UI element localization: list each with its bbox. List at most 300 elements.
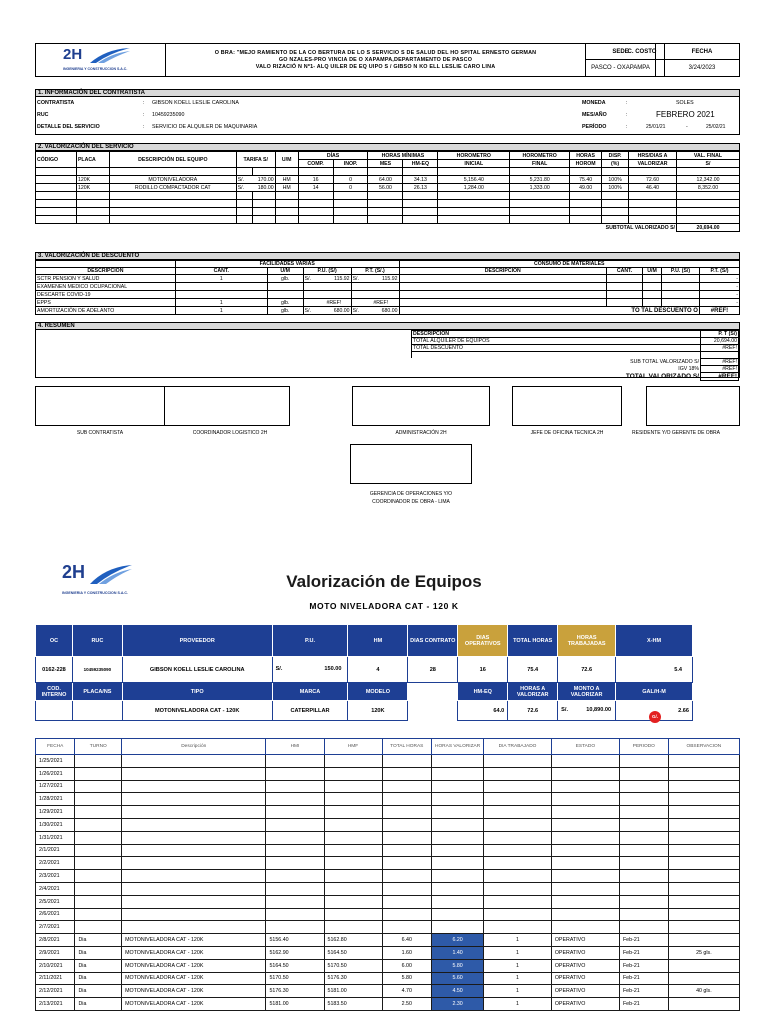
col-dias: DÍAS (298, 152, 368, 160)
summary-value-row-2 (36, 701, 693, 721)
log-cell-desc: MOTONIVELADORA CAT - 120K (122, 972, 266, 985)
log-cell-hmi: 5170.50 (266, 972, 324, 985)
log-cell-obs (668, 934, 739, 947)
log-cell-turno: Dia (75, 934, 122, 947)
section-2-header: 2. VALORIZACIÓN DEL SERVICIO (35, 143, 740, 151)
log-cell-hmf (324, 882, 382, 895)
log-cell-hmi (266, 857, 324, 870)
log-cell-fecha: 2/6/2021 (36, 908, 75, 921)
facilidades-header: FACILIDADES VARIAS (175, 261, 399, 268)
log-cell-hmi (266, 844, 324, 857)
log-cell-dia: 1 (484, 946, 552, 959)
log-cell-turno: Dia (75, 985, 122, 998)
col-horom: HOROM (570, 160, 602, 168)
log-cell-estado (551, 767, 619, 780)
col-mes: MES (368, 160, 403, 168)
section-4-header: 4. RESUMEN (35, 322, 740, 330)
col-desc2: DESCRIPCIÓN (399, 268, 607, 275)
obra-line-1: O BRA: "MEJO RAMIENTO DE LA CO BERTURA DE LO S SERVICIO S DE SALUD DEL HO SPITAL ERNESTO GERMAN (214, 50, 537, 56)
log-cell-desc (122, 870, 266, 883)
log-cell-desc (122, 831, 266, 844)
log-cell-desc (122, 882, 266, 895)
log-cell-turno: Dia (75, 946, 122, 959)
ccosto-cell (620, 43, 665, 77)
table-row (36, 908, 740, 921)
col-cant: CANT. (175, 268, 267, 275)
v-dias-contrato: 28 (408, 657, 458, 683)
log-cell-val (431, 806, 483, 819)
igv-label: IGV 18% (678, 365, 700, 372)
ccosto-label: C. COSTO (620, 44, 664, 60)
log-cell-val (431, 818, 483, 831)
colon: : (626, 124, 628, 130)
log-cell-hmi: 5181.00 (266, 998, 324, 1011)
sede-value: PASCO - OXAPAMPA (591, 65, 650, 71)
log-cell-desc: MOTONIVELADORA CAT - 120K (122, 985, 266, 998)
log-cell-obs (668, 908, 739, 921)
log-cell-hmi (266, 908, 324, 921)
log-cell-obs (668, 831, 739, 844)
log-cell-val (431, 831, 483, 844)
table-row: EXAMENEN MEDICO OCUPACIONAL - (37, 283, 738, 290)
log-cell-estado (551, 882, 619, 895)
log-cell-estado (551, 870, 619, 883)
h-marca: MARCA (272, 683, 348, 701)
log-cell-periodo (619, 882, 668, 895)
log-cell-estado (551, 755, 619, 768)
log-cell-turno (75, 870, 122, 883)
table-row (36, 168, 740, 176)
log-cell-obs (668, 818, 739, 831)
table-row (36, 806, 740, 819)
log-cell-hmf (324, 844, 382, 857)
table-row (36, 200, 740, 208)
log-cell-val: 6.20 (431, 934, 483, 947)
table-row: AMORTIZACIÓN DE ADELANTO 1 glb. S/. 680.00 S/. 680.00 TO TAL DESCUENTO O #REF! (36, 307, 740, 315)
log-cell-hmi (266, 818, 324, 831)
log-cell-desc: MOTONIVELADORA CAT - 120K (122, 934, 266, 947)
table-row (36, 844, 740, 857)
log-cell-obs (668, 998, 739, 1011)
v-ruc: 10459235090 (72, 657, 122, 683)
h-hm: HM (348, 625, 408, 657)
col-pu: P.U. (S/) (303, 268, 351, 275)
col-desc: DESCRIPCION (36, 268, 176, 275)
log-cell-periodo: Feb-21 (619, 959, 668, 972)
log-cell-estado (551, 831, 619, 844)
table-row (36, 831, 740, 844)
table-row (36, 216, 740, 224)
log-cell-total: 2.50 (382, 998, 431, 1011)
log-cell-hmf (324, 755, 382, 768)
log-cell-obs (668, 755, 739, 768)
log-cell-dia (484, 882, 552, 895)
log-cell-dia (484, 755, 552, 768)
log-cell-estado (551, 818, 619, 831)
table-row (36, 818, 740, 831)
log-cell-dia (484, 870, 552, 883)
col-um: U/M (267, 268, 303, 275)
signature-box-coordinador[interactable] (164, 386, 290, 426)
log-cell-turno (75, 818, 122, 831)
log-cell-periodo (619, 831, 668, 844)
table-row (36, 208, 740, 216)
log-cell-dia (484, 857, 552, 870)
log-cell-total (382, 844, 431, 857)
log-cell-val: 4.50 (431, 985, 483, 998)
colon: : (143, 112, 145, 118)
descuento-header-row (36, 268, 740, 275)
log-cell-periodo (619, 780, 668, 793)
col-soles: S/ (676, 160, 739, 168)
log-cell-periodo: Feb-21 (619, 998, 668, 1011)
log-cell-estado: OPERATIVO (551, 959, 619, 972)
descuento-table (35, 260, 740, 315)
log-cell-turno: Dia (75, 959, 122, 972)
log-cell-total: 6.40 (382, 934, 431, 947)
descuento-group-row (36, 261, 740, 268)
colon: : (143, 100, 145, 106)
log-cell-hmf: 5181.00 (324, 985, 382, 998)
log-cell-fecha: 1/28/2021 (36, 793, 75, 806)
log-cell-hmf (324, 806, 382, 819)
log-cell-hmf (324, 870, 382, 883)
table-row (36, 780, 740, 793)
log-cell-hmf (324, 908, 382, 921)
log-cell-desc (122, 895, 266, 908)
log-cell-total (382, 882, 431, 895)
log-cell-fecha: 1/29/2021 (36, 806, 75, 819)
log-cell-desc (122, 818, 266, 831)
log-column-header: PERIODO (619, 739, 668, 755)
col-pt2: P.T. (S/) (699, 268, 739, 275)
equipment-summary-table (35, 624, 693, 721)
log-cell-turno (75, 793, 122, 806)
v-hmeq: 64.0 (458, 701, 508, 721)
log-cell-periodo (619, 755, 668, 768)
log-cell-obs (668, 844, 739, 857)
signature-caption-1: GERENCIA DE OPERACIONES Y/O (369, 491, 453, 497)
total-valorizado-label: TOTAL VALORIZADO S/ (625, 372, 700, 380)
log-cell-periodo (619, 870, 668, 883)
table-row (36, 793, 740, 806)
logo-swoosh-icon (88, 47, 132, 65)
table-row (36, 895, 740, 908)
log-cell-total (382, 767, 431, 780)
log-cell-turno (75, 755, 122, 768)
signature-box-residente[interactable] (646, 386, 740, 426)
signature-caption: SUB CONTRATISTA (76, 430, 124, 436)
col-horo-ini: HOROMETRO (438, 152, 510, 160)
table-row: 120K RODILLO COMPACTADOR CAT S/. 180.00 HM 14 0 56.00 26.13 1,284.00 1,333.00 49.00 100% 46.40 8,352.00 (36, 184, 740, 192)
signature-box-gerencia[interactable] (350, 444, 472, 484)
log-cell-val (431, 780, 483, 793)
log-cell-obs (668, 780, 739, 793)
gal-unit: G/. (652, 714, 659, 719)
contratista-label: CONTRATISTA (37, 100, 75, 106)
log-cell-fecha: 2/7/2021 (36, 921, 75, 934)
v-xhm: 5.4 (616, 657, 693, 683)
log-cell-turno (75, 806, 122, 819)
col-pct: (%) (602, 160, 629, 168)
colon: : (143, 124, 145, 130)
log-cell-turno (75, 882, 122, 895)
log-column-header: HORAS VALORIZAR (431, 739, 483, 755)
log-cell-val: 5.60 (431, 972, 483, 985)
log-cell-desc (122, 780, 266, 793)
log-column-header: HMF (324, 739, 382, 755)
log-cell-dia: 1 (484, 985, 552, 998)
h-tipo: TIPO (122, 683, 272, 701)
obra-title (166, 44, 586, 76)
log-cell-fecha: 2/11/2021 (36, 972, 75, 985)
v-pu: S/. 150.00 (272, 657, 348, 683)
log-cell-total: 4.70 (382, 985, 431, 998)
log-cell-hmf (324, 831, 382, 844)
log-cell-obs (668, 806, 739, 819)
fecha-label: FECHA (665, 44, 739, 60)
log-cell-hmi: 5156.40 (266, 934, 324, 947)
table-row (36, 921, 740, 934)
periodo-to: 25/02/21 (706, 124, 726, 130)
v-cod-interno (36, 701, 73, 721)
sub-total-value: #REF! (701, 358, 739, 365)
h-dias-contrato: DIAS CONTRATO (408, 625, 458, 657)
col-final: FINAL (510, 160, 570, 168)
col-pu2: P.U. (S/) (662, 268, 700, 275)
page-subtitle: MOTO NIVELADORA CAT - 120 K (309, 601, 459, 611)
log-column-header: OBSERVACION (668, 739, 739, 755)
log-cell-dia (484, 921, 552, 934)
log-cell-hmf: 5176.30 (324, 972, 382, 985)
v-hm: 4 (348, 657, 408, 683)
log-cell-fecha: 2/4/2021 (36, 882, 75, 895)
periodo-from: 25/01/21 (646, 124, 666, 130)
log-column-header: TURNO (75, 739, 122, 755)
log-cell-hmi (266, 793, 324, 806)
log-cell-hmi (266, 755, 324, 768)
log-cell-obs (668, 767, 739, 780)
log-cell-obs (668, 972, 739, 985)
log-cell-hmi (266, 780, 324, 793)
log-cell-dia (484, 831, 552, 844)
log-cell-estado (551, 844, 619, 857)
log-column-header: TOTAL HORAS (382, 739, 431, 755)
log-cell-hmi (266, 831, 324, 844)
periodo-sep: - (686, 124, 688, 130)
signature-caption: RESIDENTE Y/O GERENTE DE OBRA (632, 430, 720, 436)
fecha-value: 3/24/2023 (688, 65, 716, 71)
log-cell-hmi (266, 806, 324, 819)
v-marca: CATERPILLAR (272, 701, 348, 721)
v-oc: 0162-228 (36, 657, 73, 683)
log-cell-turno (75, 895, 122, 908)
log-cell-desc (122, 844, 266, 857)
log-cell-turno (75, 908, 122, 921)
log-cell-periodo (619, 818, 668, 831)
descuento-value: #REF! (701, 345, 739, 352)
log-cell-total (382, 895, 431, 908)
log-cell-val (431, 908, 483, 921)
log-cell-hmf: 5162.80 (324, 934, 382, 947)
log-column-header: ESTADO (551, 739, 619, 755)
log-cell-desc: MOTONIVELADORA CAT - 120K (122, 946, 266, 959)
col-val-final: VAL. FINAL (676, 152, 739, 160)
log-cell-total (382, 908, 431, 921)
signature-box-administracion[interactable] (352, 386, 490, 426)
log-cell-dia (484, 844, 552, 857)
log-cell-obs (668, 793, 739, 806)
log-cell-hmf (324, 921, 382, 934)
mes-label: MES/AÑO (582, 112, 607, 118)
summary-header-row-2 (36, 683, 693, 701)
company-logo (36, 44, 166, 76)
log-cell-periodo: Feb-21 (619, 934, 668, 947)
table-row (36, 959, 740, 972)
periodo-label: PERÍODO (582, 124, 607, 130)
log-cell-estado (551, 908, 619, 921)
log-cell-fecha: 2/10/2021 (36, 959, 75, 972)
v-modelo: 120K (348, 701, 408, 721)
logo-subtitle: INGENIERIA Y CONSTRUCCION S.A.C. (62, 591, 129, 595)
log-cell-obs (668, 895, 739, 908)
table-row: EPPS 1 glb. #REF! #REF! - (37, 299, 738, 306)
log-cell-val (431, 793, 483, 806)
log-cell-periodo: Feb-21 (619, 946, 668, 959)
log-column-header: DIA TRABAJADO (484, 739, 552, 755)
log-cell-hmf (324, 767, 382, 780)
log-cell-obs: 40 gls. (668, 985, 739, 998)
log-cell-turno (75, 780, 122, 793)
col-inop: INOP. (333, 160, 368, 168)
log-cell-total (382, 755, 431, 768)
log-cell-total: 6.00 (382, 959, 431, 972)
log-cell-periodo (619, 908, 668, 921)
log-cell-total: 1.60 (382, 946, 431, 959)
log-cell-periodo: Feb-21 (619, 985, 668, 998)
colon: : (626, 100, 628, 106)
v-gal: 2.66 (616, 701, 693, 721)
log-cell-turno: Dia (75, 972, 122, 985)
section-1-header: 1. INFORMACIÓN DEL CONTRATISTA (35, 89, 740, 97)
col-desc: DESCRIPCIÓN DEL EQUIPO (109, 152, 236, 168)
h-ruc: RUC (72, 625, 122, 657)
log-cell-periodo (619, 844, 668, 857)
log-cell-obs (668, 959, 739, 972)
log-cell-hmf (324, 857, 382, 870)
col-comp: COMP. (298, 160, 333, 168)
log-cell-estado: OPERATIVO (551, 998, 619, 1011)
log-cell-desc (122, 793, 266, 806)
alquiler-value: 20,694.00 (701, 338, 739, 345)
log-cell-hmf: 5164.50 (324, 946, 382, 959)
log-cell-total (382, 870, 431, 883)
log-cell-desc (122, 806, 266, 819)
moneda-label: MONEDA (582, 100, 606, 106)
log-cell-val (431, 857, 483, 870)
log-cell-fecha: 2/5/2021 (36, 895, 75, 908)
v-dias-operativos: 16 (458, 657, 508, 683)
log-cell-val (431, 921, 483, 934)
subtotal-label: SUBTOTAL VALORIZADO S/ (36, 224, 677, 232)
v-monto-valorizar: S/. 10,890.00 (558, 701, 616, 721)
table-header-row (36, 152, 740, 160)
obra-line-2: GO NZALES-PRO VINCIA DE O XAPAMPA,DEPARTAMENTO DE PASCO (278, 57, 473, 63)
log-cell-fecha: 2/12/2021 (36, 985, 75, 998)
log-cell-estado: OPERATIVO (551, 985, 619, 998)
log-cell-fecha: 1/31/2021 (36, 831, 75, 844)
page-title: Valorización de Equipos (286, 572, 482, 591)
log-cell-val: 2.30 (431, 998, 483, 1011)
h-monto-valorizar: MONTO A VALORIZAR (558, 683, 616, 701)
log-cell-periodo (619, 895, 668, 908)
log-cell-periodo: Feb-21 (619, 972, 668, 985)
log-cell-hmi: 5164.50 (266, 959, 324, 972)
log-cell-fecha: 2/1/2021 (36, 844, 75, 857)
log-cell-obs (668, 882, 739, 895)
h-xhm: X-HM (616, 625, 693, 657)
log-cell-estado (551, 793, 619, 806)
alquiler-label: TOTAL ALQUILER DE EQUIPOS (412, 338, 701, 345)
col-hmeq: HM-EQ (403, 160, 438, 168)
col-horas: HORAS (570, 152, 602, 160)
log-cell-estado: OPERATIVO (551, 934, 619, 947)
log-cell-fecha: 1/25/2021 (36, 755, 75, 768)
table-row (36, 946, 740, 959)
v-tipo: MOTONIVELADORA CAT - 120K (122, 701, 272, 721)
log-cell-obs: 25 gls. (668, 946, 739, 959)
signature-caption: JEFE DE OFICINA TECNICA 2H (530, 430, 604, 436)
sub-total-label: SUB TOTAL VALORIZADO S/ (630, 358, 700, 365)
log-cell-dia (484, 767, 552, 780)
log-cell-fecha: 1/27/2021 (36, 780, 75, 793)
daily-log-table (35, 738, 740, 1011)
log-cell-turno (75, 857, 122, 870)
col-pt: P.T. (S/.) (351, 268, 399, 275)
signature-caption: COORDINADOR LOGISTICO 2H (192, 430, 268, 436)
log-cell-total (382, 857, 431, 870)
log-cell-dia (484, 806, 552, 819)
h-total-horas: TOTAL HORAS (508, 625, 558, 657)
log-cell-desc (122, 908, 266, 921)
signature-box-jefe[interactable] (512, 386, 622, 426)
col-um2: U/M (643, 268, 662, 275)
h-proveedor: PROVEEDOR (122, 625, 272, 657)
log-cell-val: 5.80 (431, 959, 483, 972)
v-placa (72, 701, 122, 721)
table-row (36, 972, 740, 985)
log-cell-periodo (619, 767, 668, 780)
obra-line-3: VALO RIZACIÓ N Nº1- ALQ UILER DE EQ UIPO S / GIBSO N KO ELL LESLIE CARO LINA (255, 64, 496, 70)
log-cell-total (382, 921, 431, 934)
log-cell-turno (75, 831, 122, 844)
log-cell-estado (551, 806, 619, 819)
log-cell-hmi: 5176.30 (266, 985, 324, 998)
detalle-label: DETALLE DEL SERVICIO (37, 124, 100, 130)
h-oc: OC (36, 625, 73, 657)
ccosto-value (620, 60, 664, 76)
resumen-col-pt: P. T (S/) (701, 331, 739, 338)
log-cell-desc (122, 921, 266, 934)
ruc-label: RUC (37, 112, 49, 118)
log-cell-hmi (266, 767, 324, 780)
signature-caption-2: COORDINADOR DE OBRA - LIMA (372, 499, 450, 505)
log-cell-desc: MOTONIVELADORA CAT - 120K (122, 998, 266, 1011)
log-cell-desc: MOTONIVELADORA CAT - 120K (122, 959, 266, 972)
signature-box-subcontratista[interactable] (35, 386, 165, 426)
log-cell-val: 1.40 (431, 946, 483, 959)
fecha-cell (665, 43, 740, 77)
